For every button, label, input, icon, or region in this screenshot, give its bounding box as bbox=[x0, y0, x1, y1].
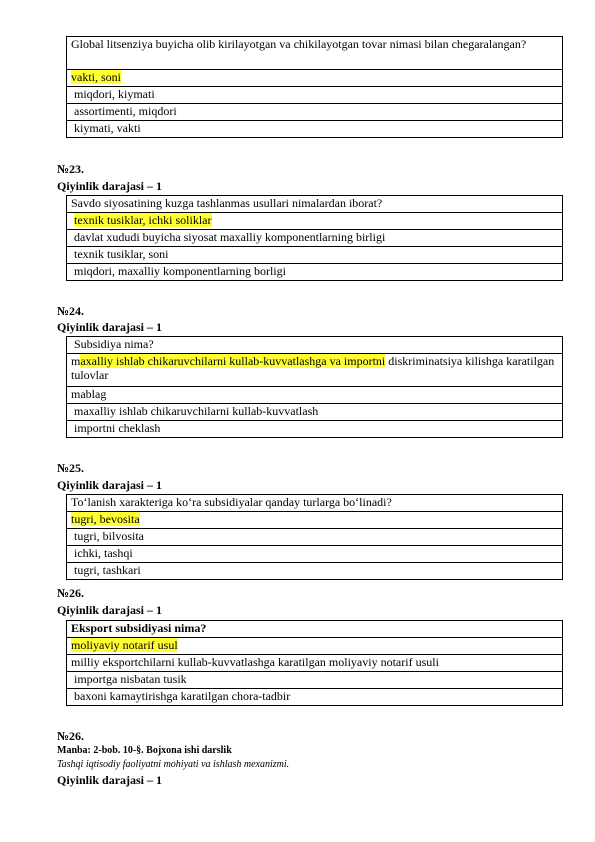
answer-row bbox=[67, 638, 563, 655]
question-row bbox=[67, 37, 563, 70]
question-text: To‘lanish xarakteriga ko‘ra subsidiyalar qanday turlarga bo‘linadi? bbox=[67, 495, 563, 512]
question-row bbox=[67, 495, 563, 512]
option-row bbox=[67, 387, 563, 404]
option-text: miqdori, kiymati bbox=[67, 87, 563, 104]
answer-highlight: tugri, bevosita bbox=[71, 512, 140, 526]
question-table-22 bbox=[66, 36, 563, 138]
option-row bbox=[67, 689, 563, 706]
answer-row bbox=[67, 70, 563, 87]
option-text: miqdori, maxalliy komponentlarning borligi bbox=[67, 264, 563, 281]
question-number: №26. bbox=[57, 729, 85, 743]
question-row bbox=[67, 196, 563, 213]
question-number: №26. bbox=[57, 586, 85, 600]
option-row bbox=[67, 655, 563, 672]
option-text: ichki, tashqi bbox=[67, 546, 563, 563]
question-text: Eksport subsidiyasi nima? bbox=[67, 621, 563, 638]
question-number: №25. bbox=[57, 461, 85, 475]
option-text: davlat xududi buyicha siyosat maxalliy komponentlarning birligi bbox=[67, 230, 563, 247]
question-row bbox=[67, 621, 563, 638]
answer-rest: diskriminatsiya kilishga karatilgan tulovlar bbox=[71, 354, 555, 382]
source-topic bbox=[57, 759, 289, 771]
answer-highlight: moliyaviy notarif usul bbox=[71, 638, 178, 652]
question-row bbox=[67, 337, 563, 354]
option-text: tugri, tashkari bbox=[67, 563, 563, 580]
option-row bbox=[67, 230, 563, 247]
option-row bbox=[67, 546, 563, 563]
question-table-23 bbox=[66, 195, 563, 281]
question-text: Global litsenziya buyicha olib kirilayotgan va chikilayotgan tovar nimasi bilan chegaralangan? bbox=[67, 37, 563, 70]
answer-highlight: vakti, soni bbox=[71, 70, 121, 84]
option-row bbox=[67, 264, 563, 281]
source-reference bbox=[57, 745, 232, 757]
option-row bbox=[67, 104, 563, 121]
question-table-25 bbox=[66, 494, 563, 580]
source-italic: Tashqi iqtisodiy faoliyatni mohiyati va ishlash mexanizmi. bbox=[57, 759, 290, 770]
answer-row bbox=[67, 512, 563, 529]
difficulty-level: Qiyinlik darajasi – 1 bbox=[57, 773, 163, 787]
option-text: mablag bbox=[67, 387, 563, 404]
answer-highlight: axalliy ishlab chikaruvchilarni kullab-kuvvatlashga va importni bbox=[80, 354, 386, 368]
question-text: Subsidiya nima? bbox=[67, 337, 563, 354]
option-text: importni cheklash bbox=[67, 421, 563, 438]
question-number: №23. bbox=[57, 162, 85, 176]
option-row bbox=[67, 421, 563, 438]
option-text: importga nisbatan tusik bbox=[67, 672, 563, 689]
difficulty-level: Qiyinlik darajasi – 1 bbox=[57, 179, 163, 193]
option-row bbox=[67, 404, 563, 421]
correct-answer bbox=[67, 213, 563, 230]
question-table-26 bbox=[66, 620, 563, 706]
option-text: assortimenti, miqdori bbox=[67, 104, 563, 121]
correct-answer bbox=[67, 638, 563, 655]
question-text: Savdo siyosatining kuzga tashlanmas usullari nimalardan iborat? bbox=[67, 196, 563, 213]
difficulty-level: Qiyinlik darajasi – 1 bbox=[57, 478, 163, 492]
correct-answer bbox=[67, 70, 563, 87]
difficulty-level: Qiyinlik darajasi – 1 bbox=[57, 603, 163, 617]
option-row bbox=[67, 247, 563, 264]
option-row bbox=[67, 121, 563, 138]
option-text: milliy eksportchilarni kullab-kuvvatlashga karatilgan moliyaviy notarif usuli bbox=[67, 655, 563, 672]
source-bold: Manba: 2-bob. 10-§. Bojxona ishi darslik bbox=[57, 745, 232, 756]
option-row bbox=[67, 563, 563, 580]
question-number: №24. bbox=[57, 304, 85, 318]
correct-answer bbox=[67, 354, 563, 387]
option-text: baxoni kamaytirishga karatilgan chora-tadbir bbox=[67, 689, 563, 706]
answer-highlight: texnik tusiklar, ichki soliklar bbox=[74, 213, 212, 227]
option-row bbox=[67, 672, 563, 689]
answer-prefix: m bbox=[71, 354, 81, 368]
answer-row bbox=[67, 213, 563, 230]
answer-row bbox=[67, 354, 563, 387]
option-text: maxalliy ishlab chikaruvchilarni kullab-kuvvatlash bbox=[67, 404, 563, 421]
difficulty-level: Qiyinlik darajasi – 1 bbox=[57, 320, 163, 334]
option-text: texnik tusiklar, soni bbox=[67, 247, 563, 264]
correct-answer bbox=[67, 512, 563, 529]
option-row bbox=[67, 87, 563, 104]
option-row bbox=[67, 529, 563, 546]
option-text: kiymati, vakti bbox=[67, 121, 563, 138]
question-table-24 bbox=[66, 336, 563, 438]
option-text: tugri, bilvosita bbox=[67, 529, 563, 546]
